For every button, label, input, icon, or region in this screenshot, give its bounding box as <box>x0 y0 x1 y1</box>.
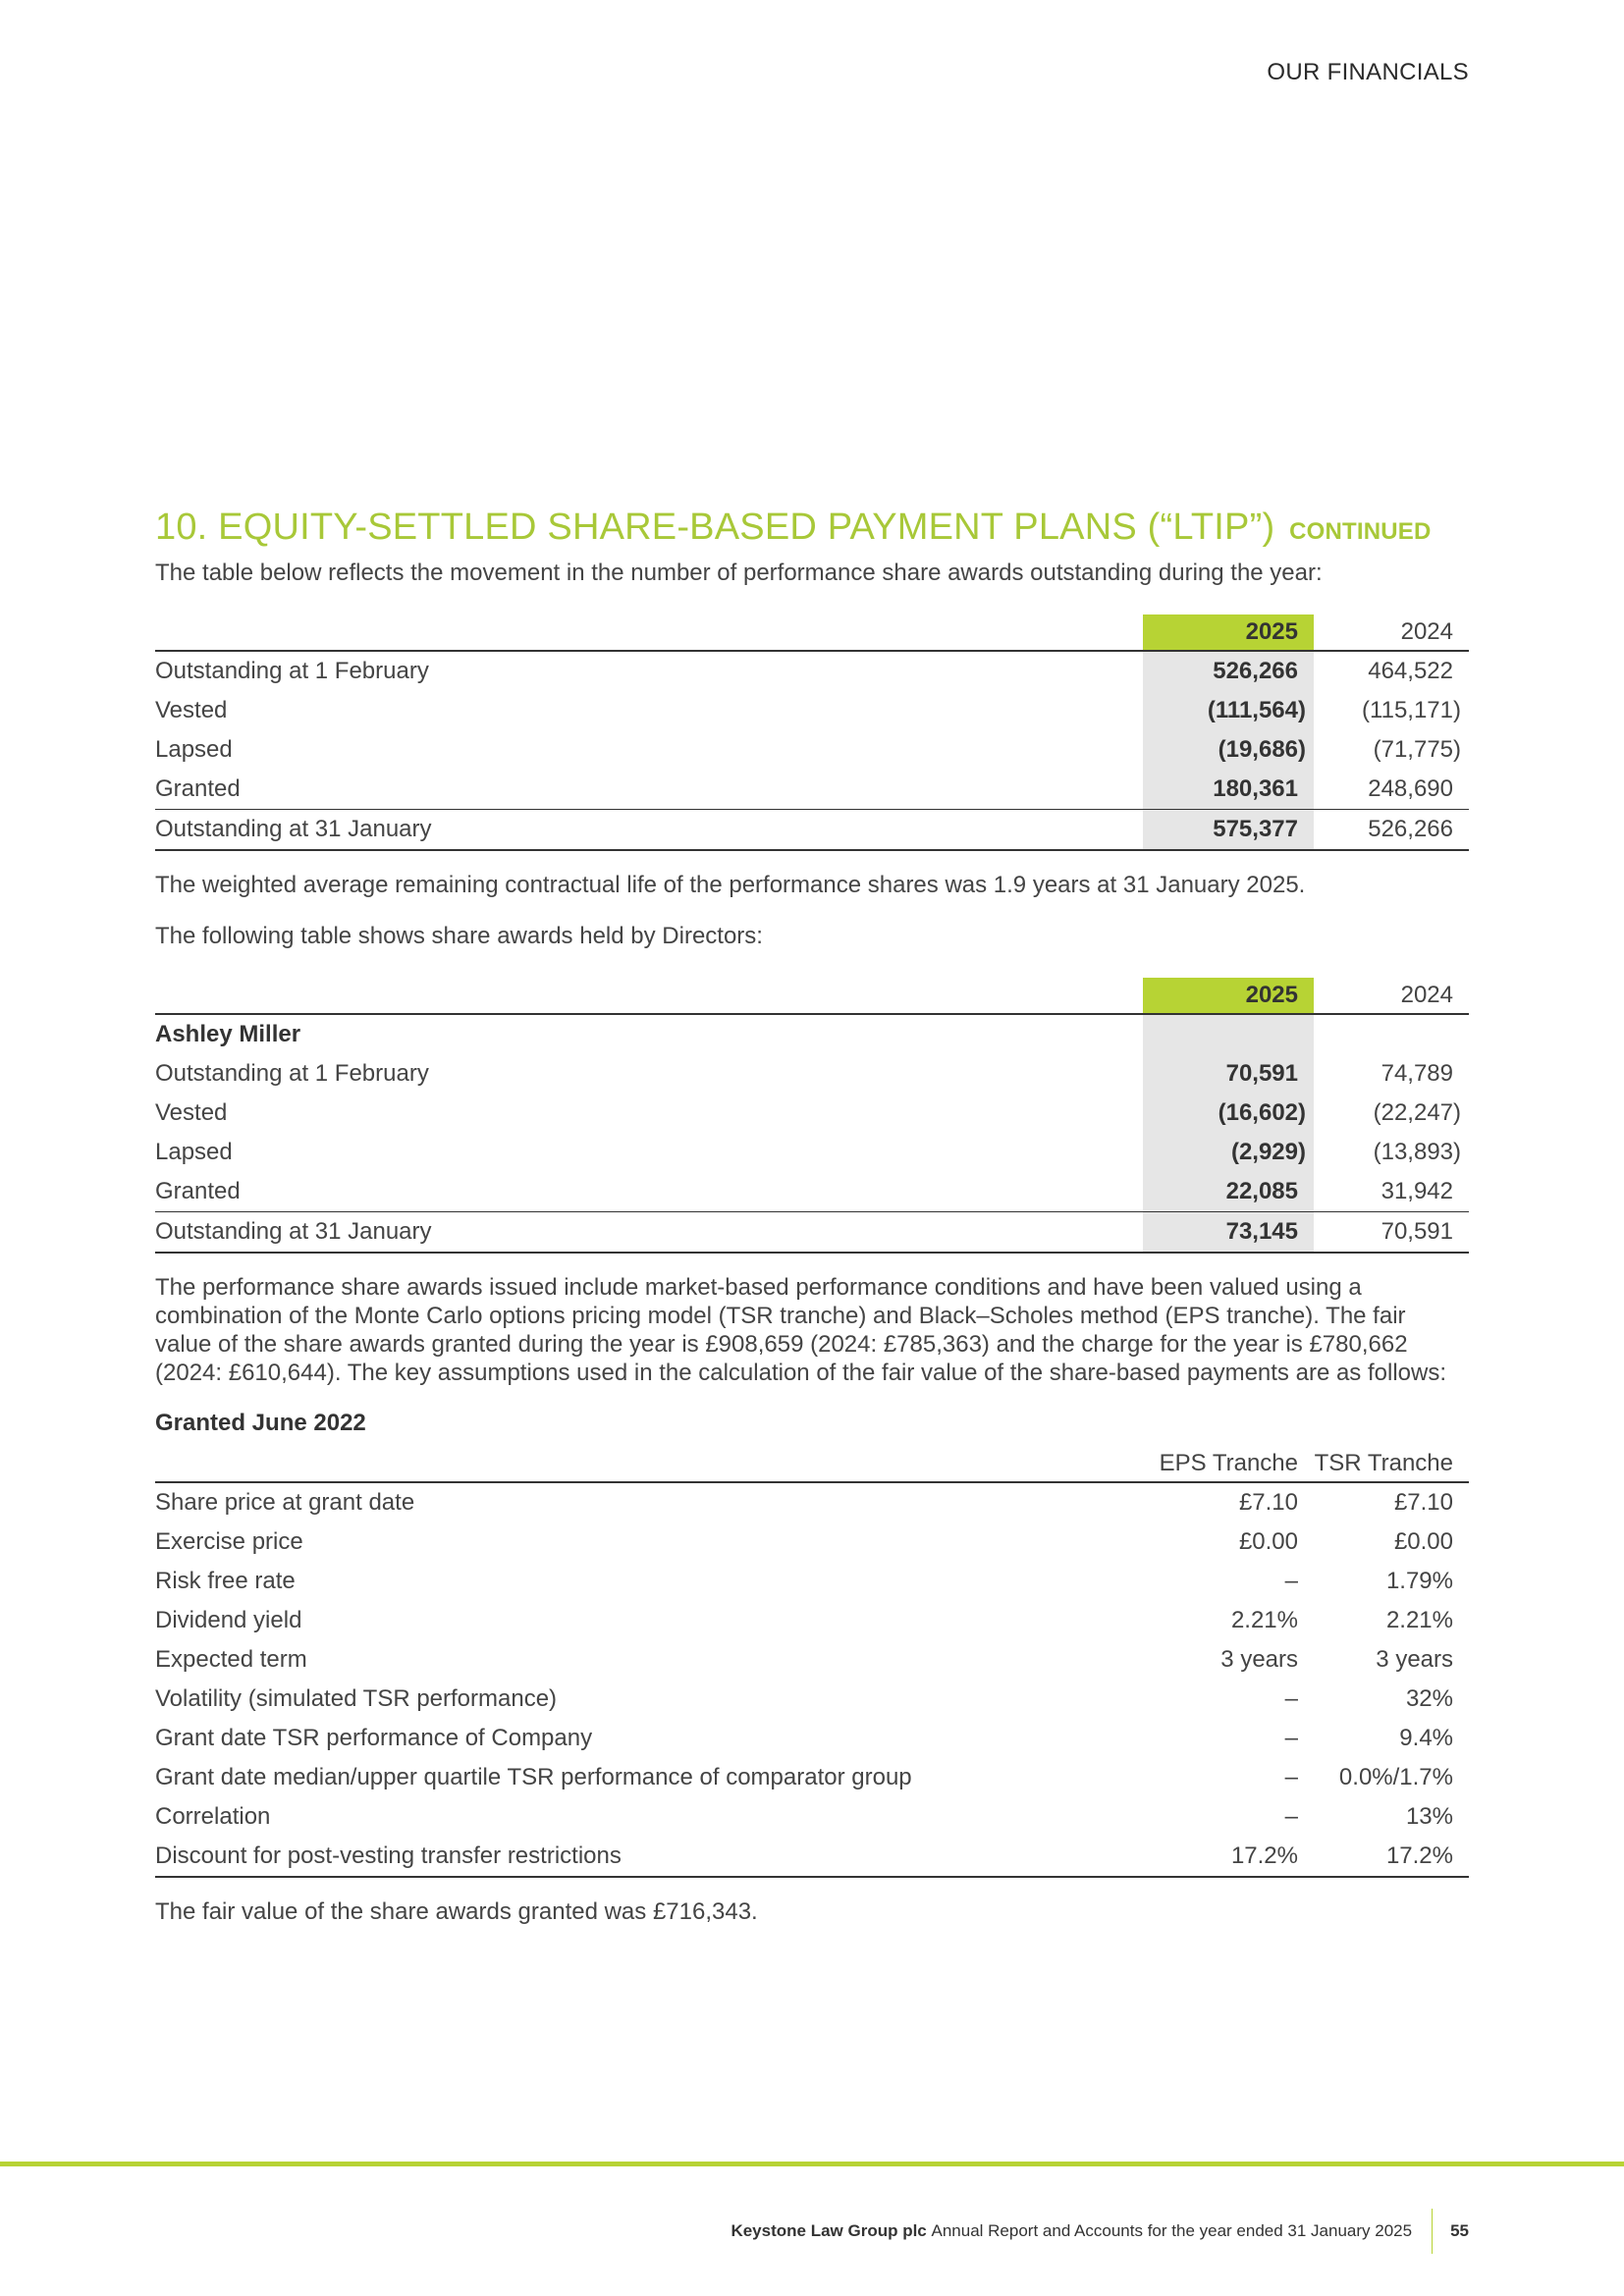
note-heading <box>155 503 1469 557</box>
continued-label: CONTINUED <box>1289 518 1432 545</box>
total-row: Outstanding at 31 January 73,145 70,591 <box>155 1212 1469 1254</box>
col-2024: 2024 <box>1314 978 1469 1014</box>
col-2025: 2025 <box>1143 978 1314 1014</box>
table-row: Exercise price £0.00 £0.00 <box>155 1528 1453 1555</box>
table-row: Vested (111,564) (115,171) <box>155 691 1469 730</box>
footer-company: Keystone Law Group plc <box>731 2221 927 2240</box>
note-title: 10. EQUITY-SETTLED SHARE-BASED PAYMENT PLANS (“LTIP”) <box>155 507 1275 548</box>
table-header-row <box>155 614 1469 651</box>
table-row: Expected term 3 years 3 years <box>155 1646 1453 1673</box>
page-number: 55 <box>1450 2221 1469 2240</box>
table-header-row <box>155 1446 1469 1482</box>
granted-heading: Granted June 2022 <box>155 1410 366 1436</box>
table-row: Grant date median/upper quartile TSR performance of comparator group – 0.0%/1.7% <box>155 1764 1453 1790</box>
col-eps-tranche: EPS Tranche <box>1143 1446 1314 1482</box>
main-content <box>155 503 1469 1926</box>
col-2025: 2025 <box>1143 614 1314 651</box>
director-awards-table <box>155 978 1469 1254</box>
director-name: Ashley Miller <box>155 1021 301 1047</box>
table-row: Outstanding at 1 February 70,591 74,789 <box>155 1054 1469 1094</box>
page-footer <box>731 2209 1469 2254</box>
table-row: Discount for post-vesting transfer restrictions 17.2% 17.2% <box>155 1837 1469 1877</box>
directors-intro-text: The following table shows share awards held by Directors: <box>155 923 763 949</box>
table-header-row <box>155 978 1469 1014</box>
table-row: Lapsed (19,686) (71,775) <box>155 730 1469 770</box>
table-row: Granted 180,361 248,690 <box>155 770 1469 810</box>
performance-awards-table <box>155 614 1469 851</box>
table-row: Share price at grant date £7.10 £7.10 <box>155 1489 1453 1516</box>
director-name-row <box>155 1014 1469 1054</box>
footer-rule <box>0 2162 1624 2166</box>
table-row: Lapsed (2,929) (13,893) <box>155 1133 1469 1172</box>
table-row: Correlation – 13% <box>155 1803 1453 1830</box>
table-row: Grant date TSR performance of Company – 9.4% <box>155 1725 1453 1751</box>
section-label: OUR FINANCIALS <box>1267 59 1469 85</box>
table-row: Dividend yield 2.21% 2.21% <box>155 1607 1453 1633</box>
table-row: Vested (16,602) (22,247) <box>155 1094 1469 1133</box>
valuation-text: The performance share awards issued include market-based performance conditions and have been valued using a combination of the Monte Carlo options pricing model (TSR tranche) and Black–Scholes method (EPS tranche). The fair value of the share awards granted during the year is £908,659 (2024: £785,363) and the charge for the year is £780,662 (2024: £610,644). The key assumptions used in the calculation of the fair value of the share-based payments are as follows: <box>155 1274 1446 1386</box>
table-row: Risk free rate – 1.79% <box>155 1568 1453 1594</box>
col-tsr-tranche: TSR Tranche <box>1314 1446 1469 1482</box>
footer-separator <box>1432 2209 1433 2254</box>
intro-text: The table below reflects the movement in the number of performance share awards outstanding during the year: <box>155 560 1323 586</box>
fair-value-text: The fair value of the share awards granted was £716,343. <box>155 1898 758 1925</box>
table-row: Outstanding at 1 February 526,266 464,522 <box>155 651 1469 691</box>
assumptions-table <box>155 1446 1469 1878</box>
table-row: Volatility (simulated TSR performance) – 32% <box>155 1685 1453 1712</box>
table-row: Granted 22,085 31,942 <box>155 1172 1469 1212</box>
total-row: Outstanding at 31 January 575,377 526,266 <box>155 810 1469 851</box>
col-2024: 2024 <box>1314 614 1469 651</box>
contractual-life-text: The weighted average remaining contractual life of the performance shares was 1.9 years at 31 January 2025. <box>155 872 1306 898</box>
footer-report-title: Annual Report and Accounts for the year ended 31 January 2025 <box>931 2221 1413 2240</box>
